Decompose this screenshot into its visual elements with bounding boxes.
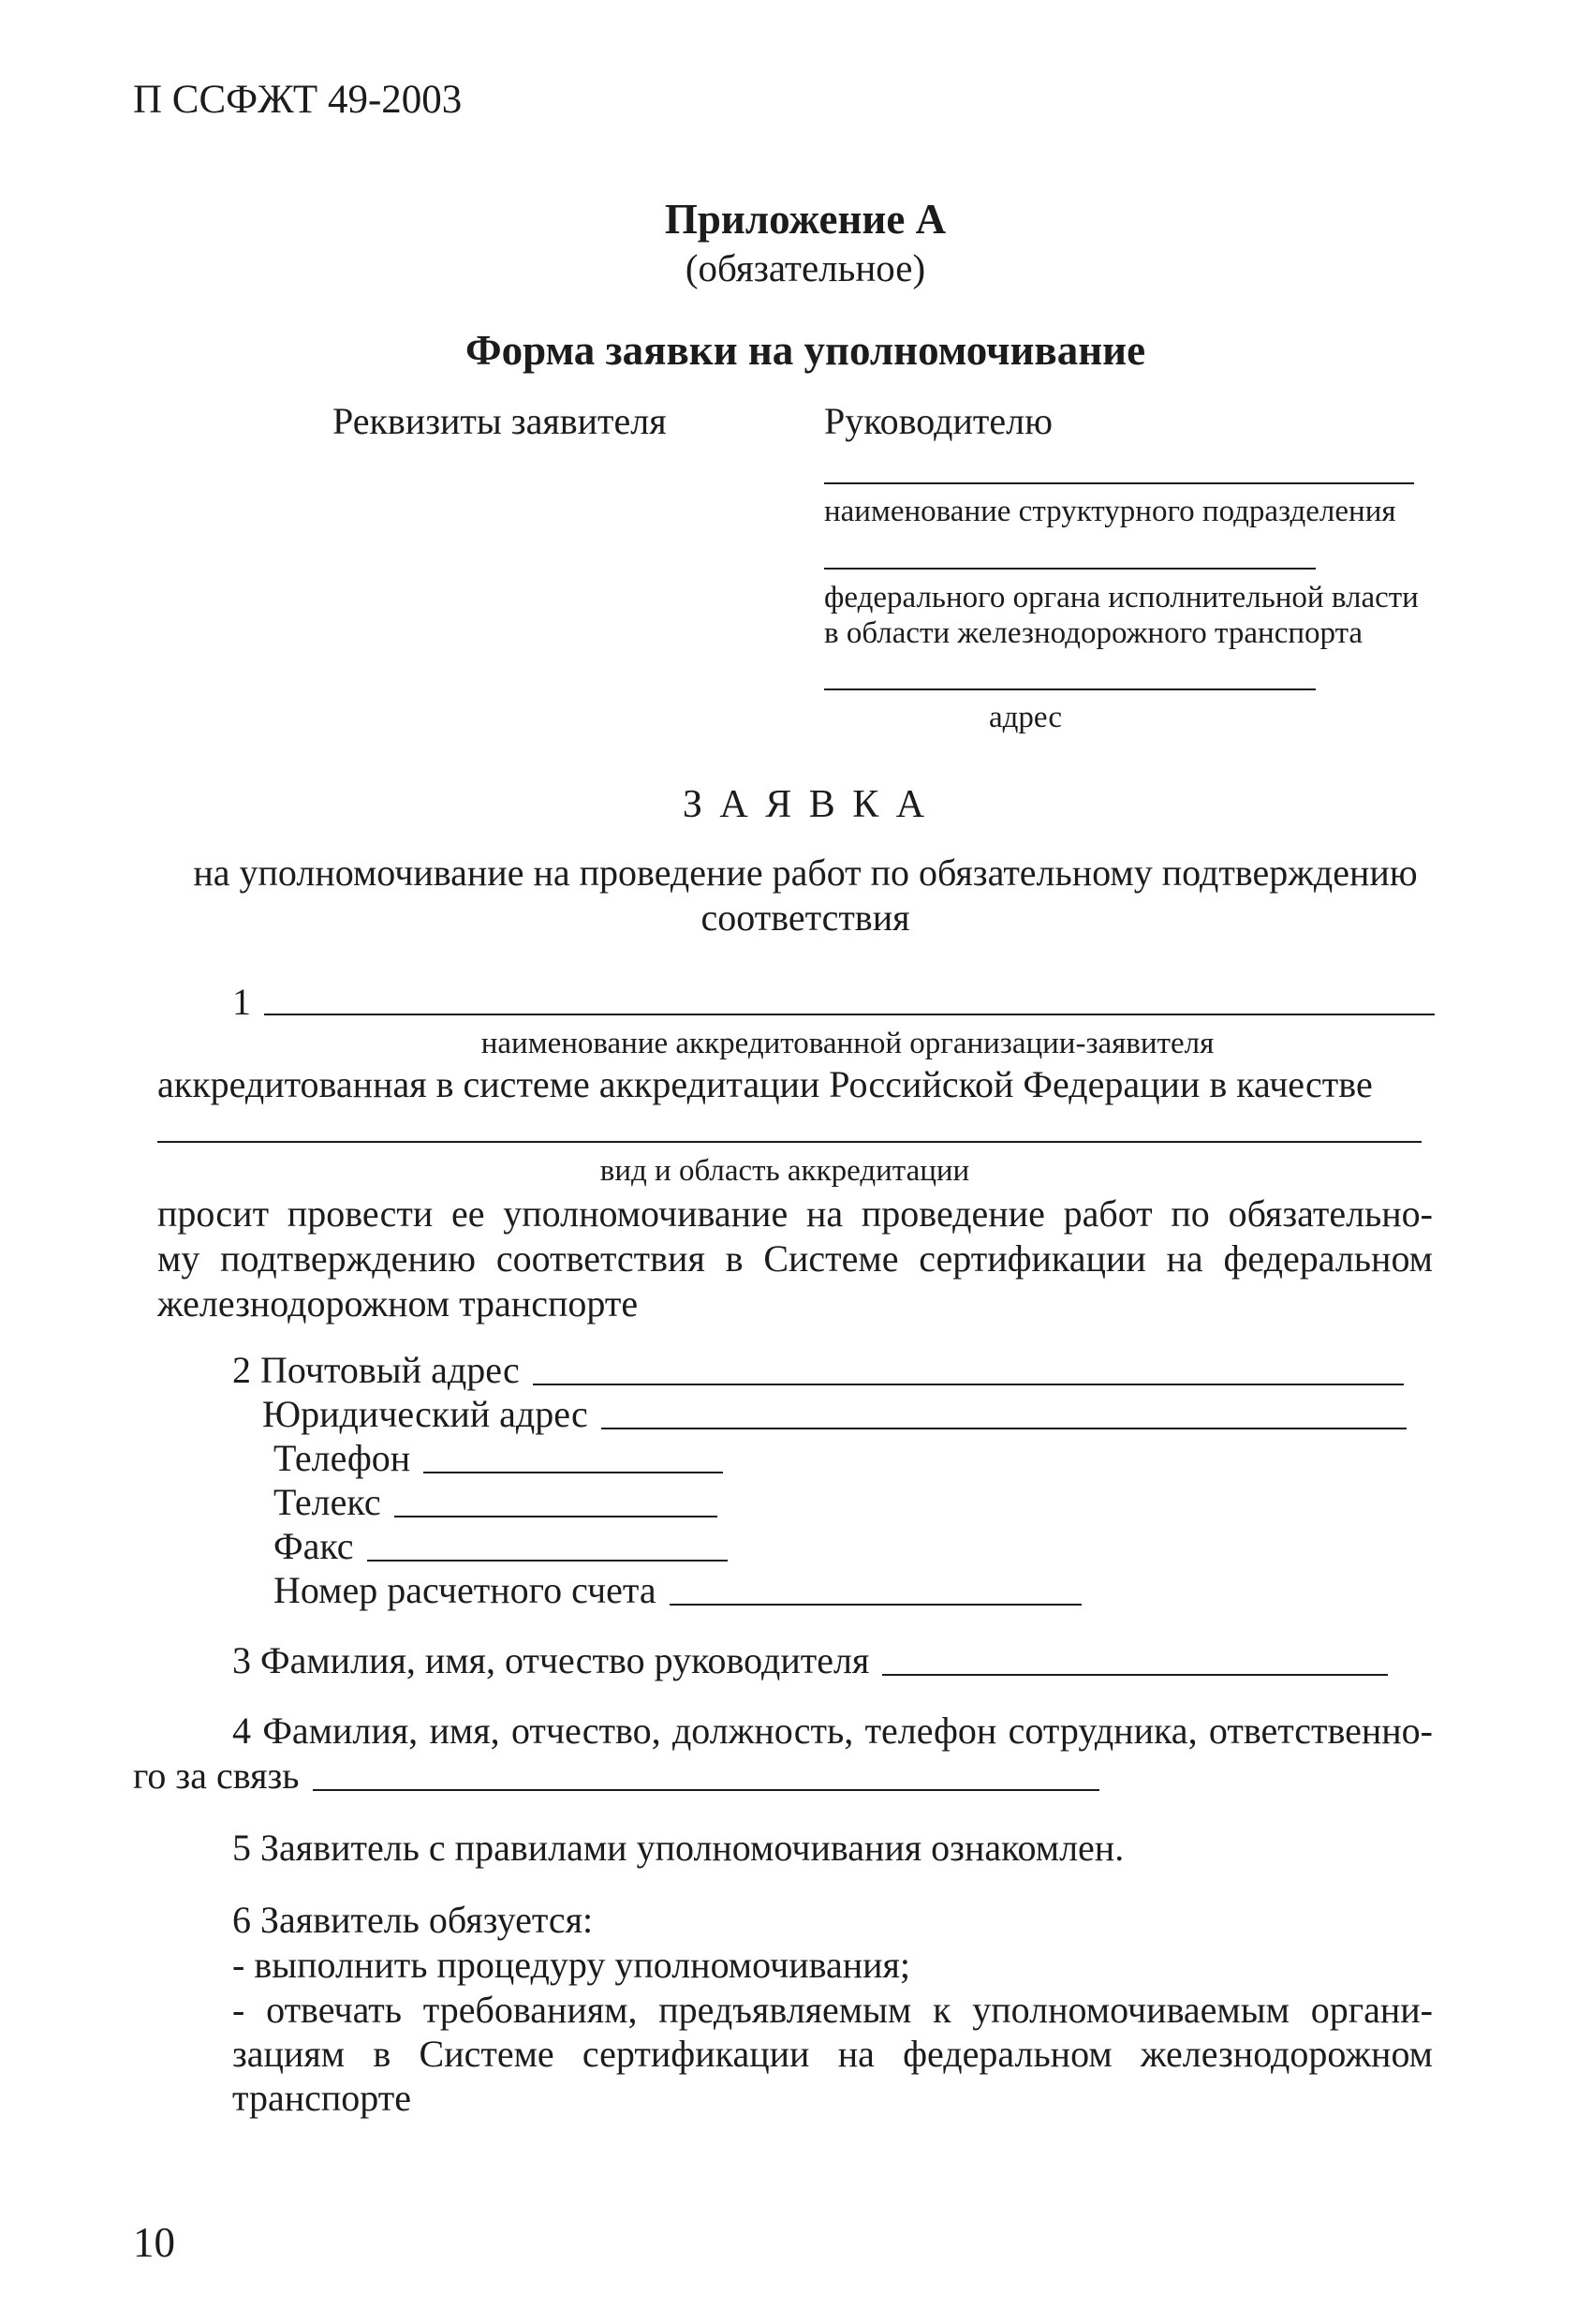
item-1-request-line-2: му подтверждению соответствия в Системе сертификации на федеральном — [157, 1237, 1433, 1280]
caption-address: адрес — [988, 701, 1063, 734]
addressee-blank-line-3 — [824, 688, 1316, 690]
addressee-head-label: Руководителю — [824, 400, 1053, 442]
application-subtitle-line-1: на уполномочивание на проведение работ по обязательному подтверждению — [193, 851, 1418, 894]
phone-line — [423, 1472, 723, 1473]
contact-person-label: го за связь — [133, 1754, 300, 1797]
head-full-name-field[interactable] — [232, 1639, 1388, 1681]
legal-address-line — [601, 1428, 1407, 1429]
bank-account-line — [670, 1604, 1082, 1606]
page-number: 10 — [133, 2219, 175, 2266]
applicant-details-label: Реквизиты заявителя — [332, 400, 667, 442]
contact-person-field[interactable] — [133, 1754, 1099, 1797]
postal-address-field[interactable] — [232, 1349, 1404, 1391]
bank-account-field[interactable] — [273, 1569, 1082, 1611]
item-6-bullet-2-line-3: транспорте — [232, 2077, 411, 2119]
legal-address-label: Юридический адрес — [262, 1393, 588, 1435]
item-6-intro: 6 Заявитель обязуется: — [232, 1899, 594, 1941]
caption-structural-division: наименование структурного подразделения — [824, 495, 1396, 528]
item-4-line-1: 4 Фамилия, имя, отчество, должность, телефон сотрудника, ответственно- — [232, 1710, 1433, 1752]
item-1-org-name-line — [264, 1014, 1435, 1015]
caption-federal-body-2: в области железнодорожного транспорта — [824, 616, 1364, 650]
caption-accreditation-kind: вид и область аккредитации — [599, 1154, 970, 1188]
telex-label: Телекс — [273, 1481, 381, 1523]
fax-line — [367, 1560, 728, 1562]
addressee-blank-line-2 — [824, 568, 1316, 570]
caption-federal-body-1: федерального органа исполнительной власти — [824, 581, 1419, 614]
caption-organization-name: наименование аккредитованной организации-заявителя — [480, 1027, 1215, 1060]
addressee-blank-line-1 — [824, 482, 1414, 484]
item-6-bullet-2-line-2: зациям в Системе сертификации на федеральном железнодорожном — [232, 2033, 1433, 2075]
phone-label: Телефон — [273, 1437, 411, 1479]
form-title: Форма заявки на уполномочивание — [464, 327, 1146, 374]
telex-line — [394, 1516, 717, 1517]
application-subtitle-line-2: соответствия — [700, 896, 910, 939]
item-1-request-line-1: просит провести ее уполномочивание на проведение работ по обязательно- — [157, 1192, 1433, 1235]
bank-account-label: Номер расчетного счета — [273, 1569, 656, 1611]
item-1-request-line-3: железнодорожном транспорте — [157, 1282, 639, 1325]
document-code: П ССФЖТ 49-2003 — [133, 78, 463, 122]
telex-field[interactable] — [273, 1481, 717, 1523]
head-full-name-line — [882, 1674, 1388, 1676]
fax-field[interactable] — [273, 1525, 728, 1567]
item-6-bullet-1: - выполнить процедуру уполномочивания; — [232, 1944, 911, 1986]
legal-address-field[interactable] — [262, 1393, 1407, 1435]
appendix-status: (обязательное) — [685, 246, 926, 289]
item-5-text: 5 Заявитель с правилами уполномочивания ознакомлен. — [232, 1827, 1125, 1869]
postal-address-label: 2 Почтовый адрес — [232, 1349, 520, 1391]
postal-address-line — [533, 1384, 1404, 1385]
appendix-title: Приложение А — [664, 196, 947, 243]
contact-person-line — [313, 1789, 1099, 1791]
application-title: З А Я В К А — [682, 783, 929, 826]
phone-field[interactable] — [273, 1437, 723, 1479]
item-1-accreditation-line — [157, 1141, 1422, 1143]
fax-label: Факс — [273, 1525, 354, 1567]
head-full-name-label: 3 Фамилия, имя, отчество руководителя — [232, 1639, 870, 1681]
item-6-bullet-2-line-1: - отвечать требованиям, предъявляемым к уполномочиваемым органи- — [232, 1989, 1433, 2031]
item-1-number: 1 — [232, 981, 251, 1023]
item-1-accredited-text: аккредитованная в системе аккредитации Российской Федерации в качестве — [157, 1063, 1373, 1105]
